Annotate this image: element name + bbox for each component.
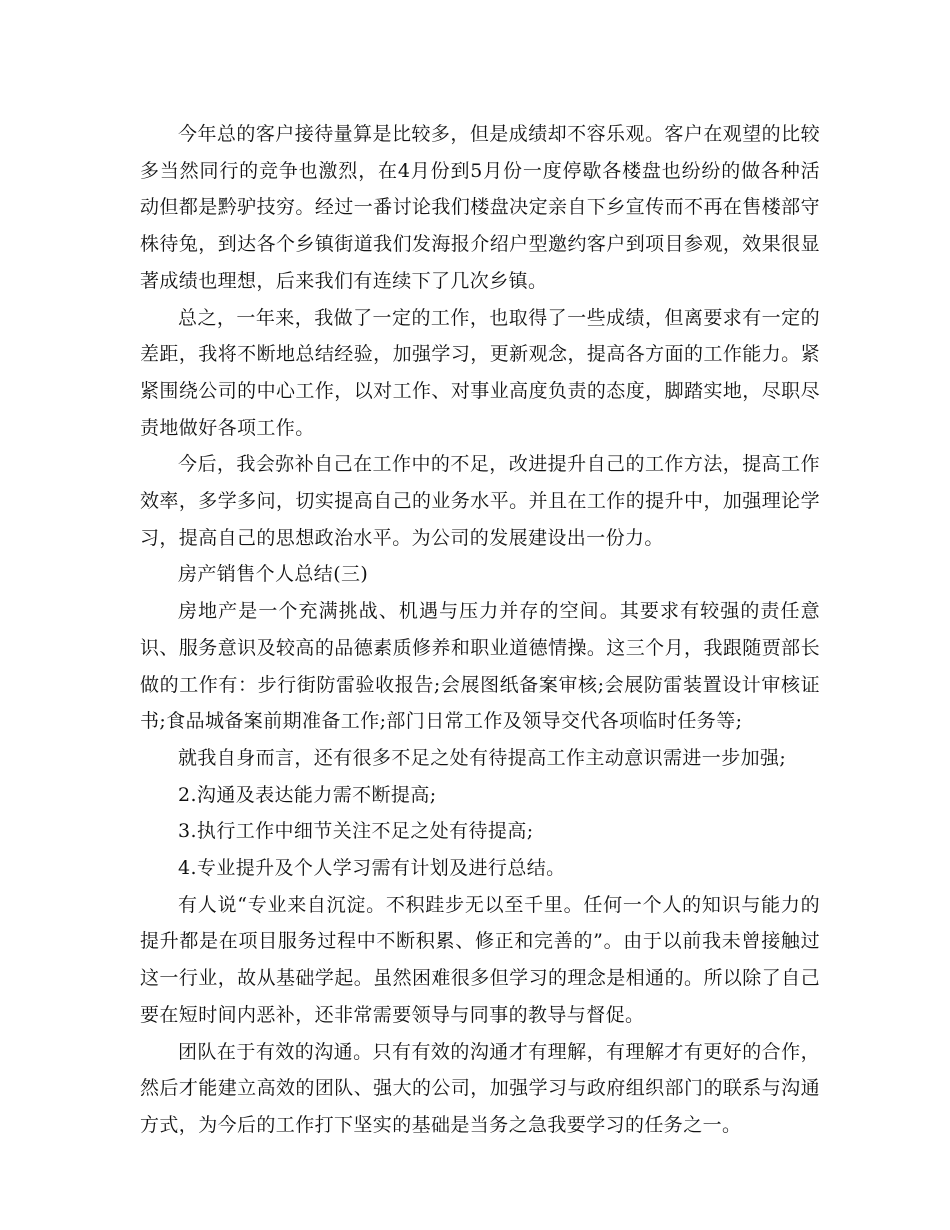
list-item: 2.沟通及表达能力需不断提高; [178, 783, 437, 806]
paragraph-professional-growth: 有人说“专业来自沉淀。不积跬步无以至千里。任何一个人的知识与能力的提升都是在项目服务过程中不断积累、修正和完善的”。由于以前我未曾接触过这一行业，故从基础学起。虽然困难很多但学习的理念是相通的。所以除了自己要在短时间内恶补，还非常需要领导与同事的教导与督促。 [140, 893, 820, 1026]
paragraph-team-communication: 团队在于有效的沟通。只有有效的沟通才有理解，有理解才有更好的合作，然后才能建立高效的团队、强大的公司，加强学习与政府组织部门的联系与沟通方式，为今后的工作打下坚实的基础是当务之急我要学习的任务之一。 [140, 1040, 820, 1136]
paragraph-year-summary: 总之，一年来，我做了一定的工作，也取得了一些成绩，但离要求有一定的差距，我将不断地总结经验，加强学习，更新观念，提高各方面的工作能力。紧紧围绕公司的中心工作，以对工作、对事业高度负责的态度，脚踏实地，尽职尽责地做好各项工作。 [140, 306, 820, 439]
paragraph-future-plan: 今后，我会弥补自己在工作中的不足，改进提升自己的工作方法，提高工作效率，多学多问，切实提高自己的业务水平。并且在工作的提升中，加强理论学习，提高自己的思想政治水平。为公司的发展建设出一份力。 [140, 453, 820, 549]
paragraph-real-estate-intro: 房地产是一个充满挑战、机遇与压力并存的空间。其要求有较强的责任意识、服务意识及较高的品德素质修养和职业道德情操。这三个月，我跟随贾部长做的工作有：步行街防雷验收报告;会展图纸备案审核;会展防雷装置设计审核证书;食品城备案前期准备工作;部门日常工作及领导交代各项临时任务等; [140, 600, 820, 733]
paragraph-client-reception: 今年总的客户接待量算是比较多，但是成绩却不容乐观。客户在观望的比较多当然同行的竞争也激烈，在4月份到5月份一度停歇各楼盘也纷纷的做各种活动但都是黔驴技穷。经过一番讨论我们楼盘决定亲自下乡宣传而不再在售楼部守株待兔，到达各个乡镇街道我们发海报介绍户型邀约客户到项目参观，效果很显著成绩也理想，后来我们有连续下了几次乡镇。 [140, 123, 820, 292]
paragraph-self-assessment: 就我自身而言，还有很多不足之处有待提高工作主动意识需进一步加强; [178, 746, 787, 769]
list-item: 3.执行工作中细节关注不足之处有待提高; [178, 820, 534, 843]
list-item: 4.专业提升及个人学习需有计划及进行总结。 [178, 857, 566, 880]
document-body [140, 116, 820, 1144]
section-heading: 房产销售个人总结(三) [178, 563, 369, 586]
